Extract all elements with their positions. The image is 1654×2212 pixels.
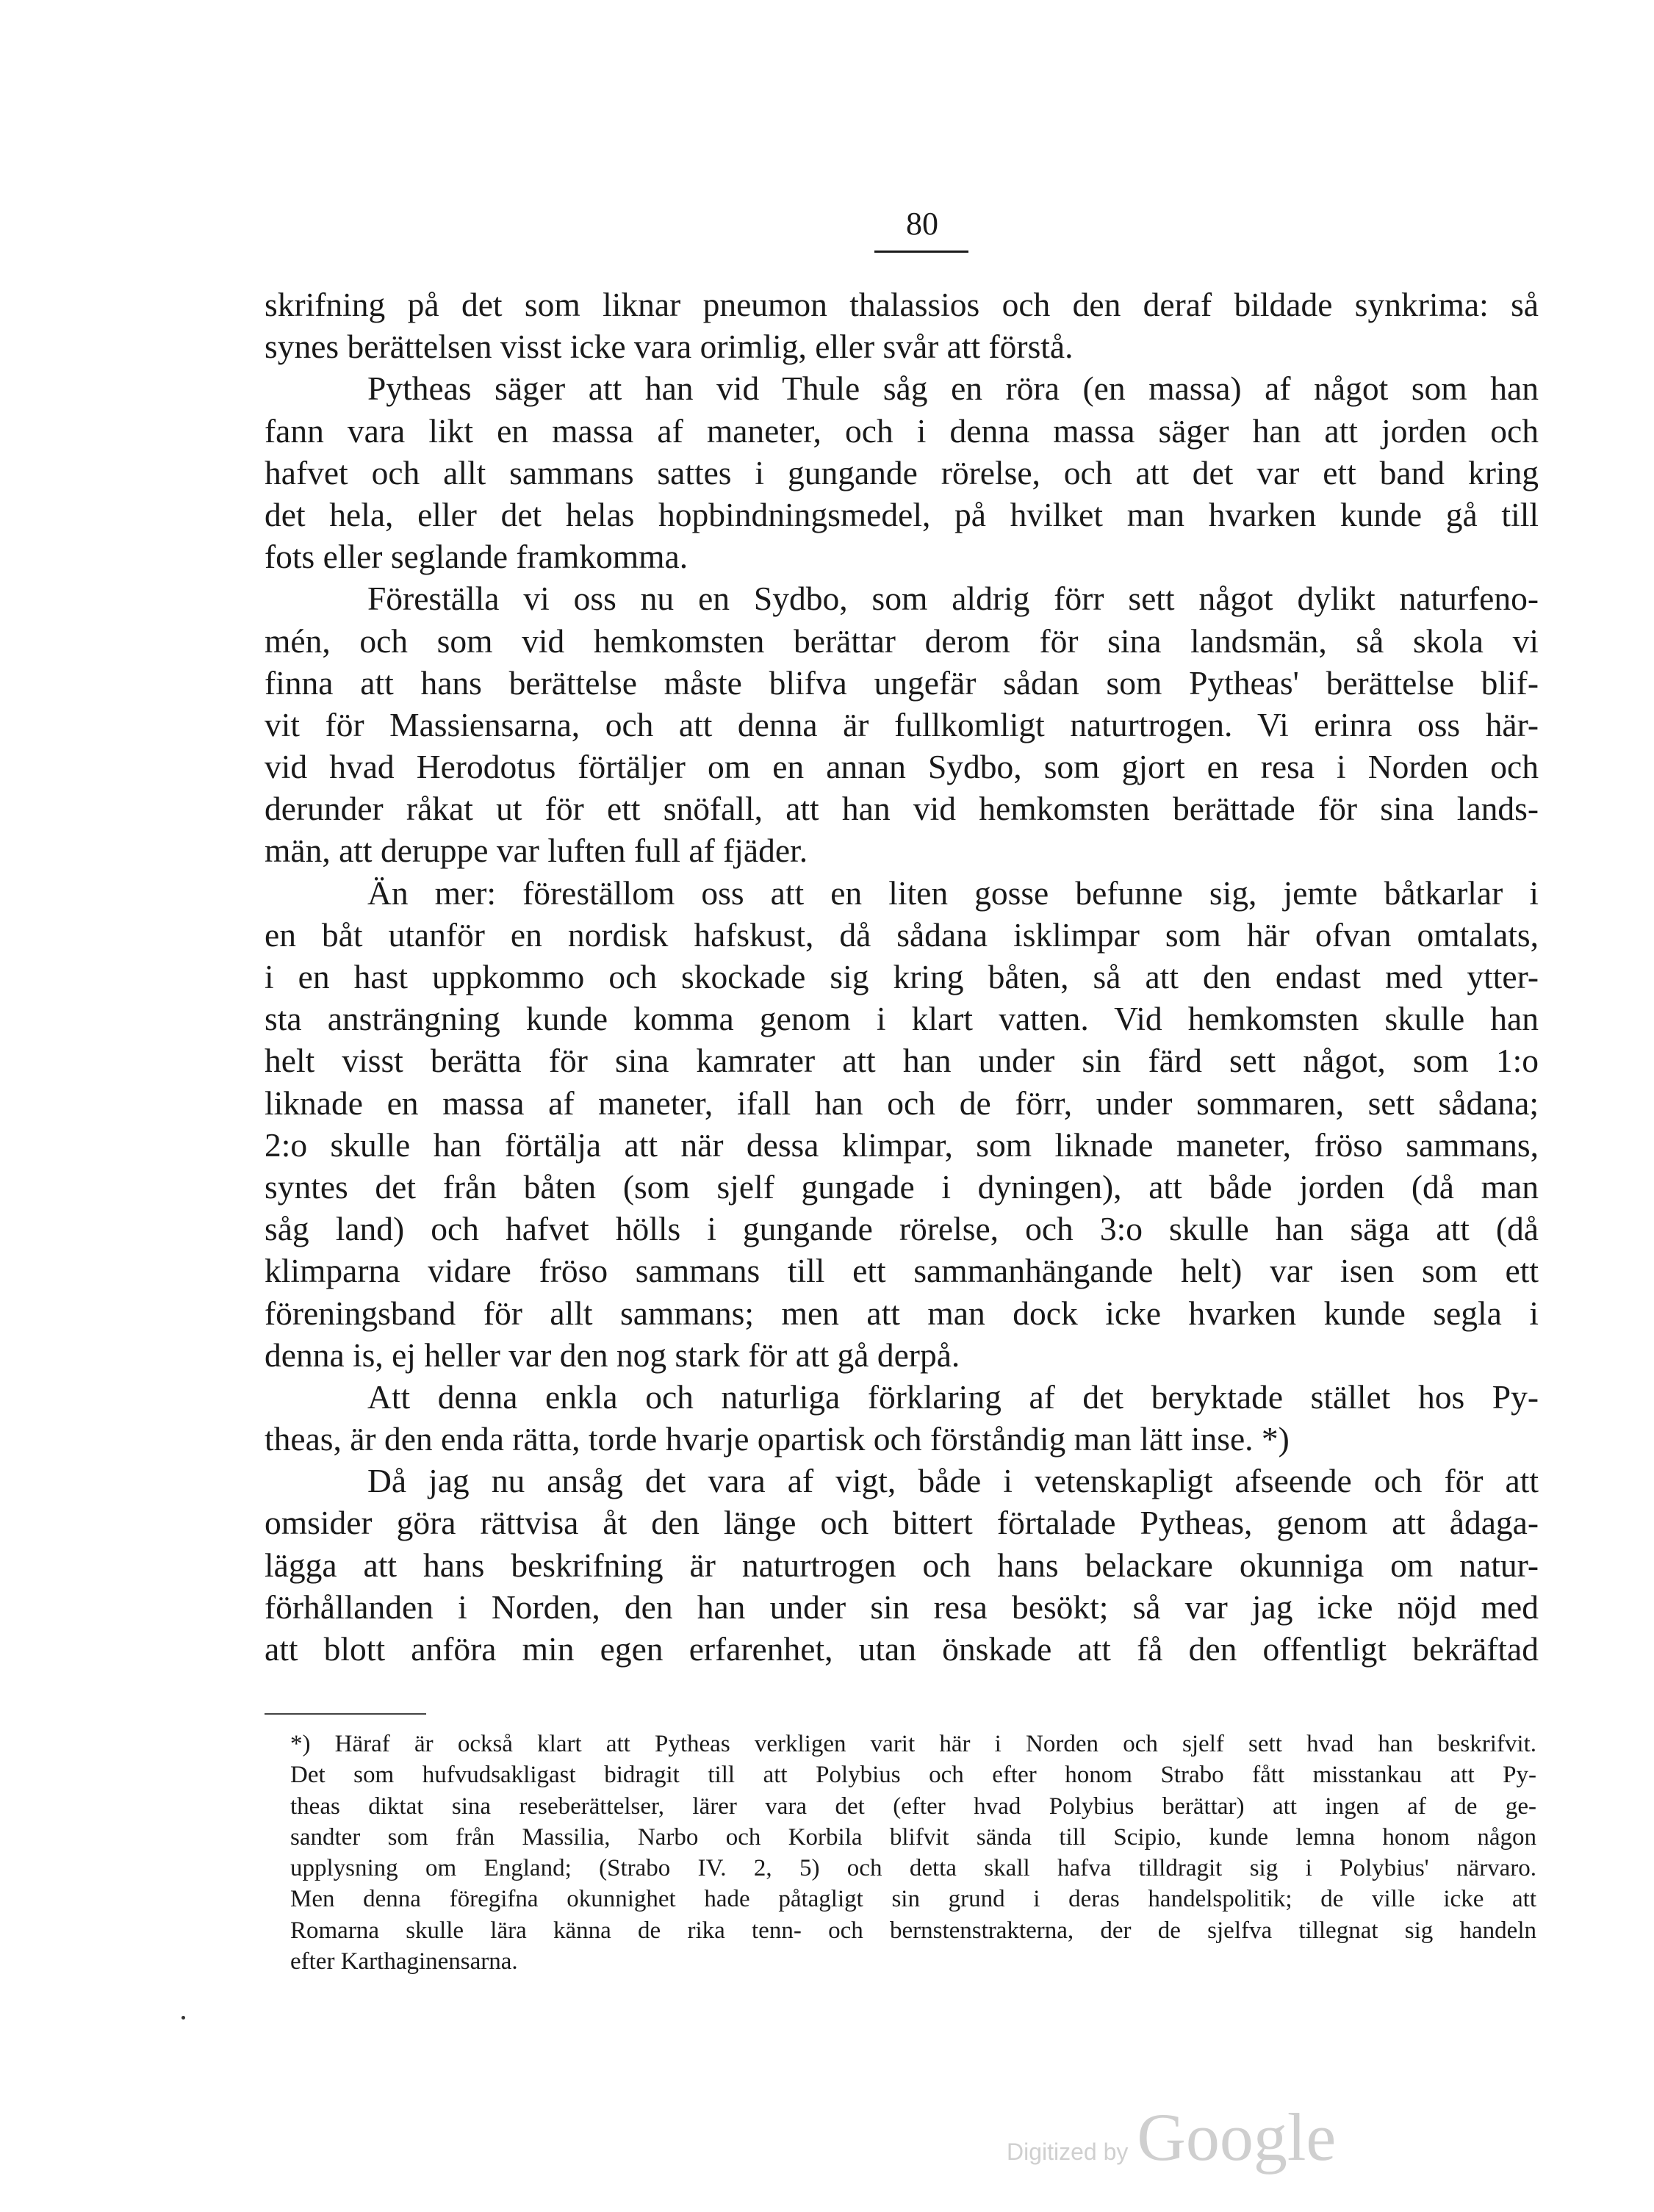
footnote-line: efter Karthaginensarna. — [290, 1948, 518, 1975]
text-line: i en hast uppkommo och skockade sig kring båten, så att den endast med ytter- — [265, 958, 1539, 995]
digitized-watermark — [1007, 2098, 1336, 2176]
page-number-rule — [874, 251, 968, 253]
text-line: såg land) och hafvet hölls i gungande rörelse, och 3:o skulle han säga att (då — [265, 1210, 1539, 1248]
body-text — [265, 284, 1539, 1670]
page-number: 80 — [906, 206, 938, 242]
footnote-line: theas diktat sina reseberättelser, lärer vara det (efter hvad Polybius berättar) att ingen af de ge- — [290, 1793, 1536, 1820]
text-line: förhållanden i Norden, den han under sin resa besökt; så var jag icke nöjd med — [265, 1588, 1539, 1626]
watermark-prefix: Digitized by — [1007, 2139, 1129, 2165]
text-line: Än mer: föreställom oss att en liten gosse befunne sig, jemte båtkarlar i — [367, 873, 1539, 912]
text-line: föreningsband för allt sammans; men att man dock icke hvarken kunde segla i — [265, 1294, 1539, 1332]
text-line: sta ansträngning kunde komma genom i klart vatten. Vid hemkomsten skulle han — [265, 1000, 1539, 1038]
footnote-line: Det som hufvudsakligast bidragit till att Polybius och efter honom Strabo fått misstankau att Py- — [290, 1762, 1536, 1789]
text-line: en båt utanför en nordisk hafskust, då sådana isklimpar som här ofvan omtalats, — [265, 915, 1539, 954]
text-line: fann vara likt en massa af maneter, och i denna massa säger han att jorden och — [265, 411, 1539, 450]
text-line: denna is, ej heller var den nog stark för att gå derpå. — [265, 1336, 960, 1374]
footnote-line: Men denna föregifna okunnighet hade påtagligt sin grund i deras handelspolitik; de ville icke att — [290, 1886, 1536, 1913]
footnote-line: Romarna skulle lära känna de rika tenn- och bernstenstrakterna, der de sjelfva tillegnat sig handeln — [290, 1917, 1536, 1944]
footnote-line: *) Häraf är också klart att Pytheas verkligen varit här i Norden och sjelf sett hvad han beskrifvit. — [290, 1731, 1536, 1757]
footnote-line: upplysning om England; (Strabo IV. 2, 5) och detta skall hafva tilldragit sig i Polybius' närvaro. — [290, 1855, 1536, 1882]
footnote — [290, 1729, 1536, 1977]
text-line: Att denna enkla och naturliga förklaring af det beryktade stället hos Py- — [367, 1377, 1539, 1416]
text-line: mén, och som vid hemkomsten berättar derom för sina landsmän, så skola vi — [265, 622, 1539, 660]
text-line: skrifning på det som liknar pneumon thalassios och den deraf bildade synkrima: så — [265, 286, 1539, 323]
text-line: helt visst berätta för sina kamrater att han under sin färd sett något, som 1:o — [265, 1042, 1539, 1080]
google-logo: Google — [1137, 2100, 1337, 2175]
text-line: liknade en massa af maneter, ifall han och de förr, under sommaren, sett sådana; — [265, 1084, 1539, 1122]
text-line: omsider göra rättvisa åt den länge och bittert förtalade Pytheas, genom att ådaga- — [265, 1504, 1539, 1542]
text-line: klimparna vidare fröso sammans till ett sammanhängande helt) var isen som ett — [265, 1252, 1539, 1290]
text-line: 2:o skulle han förtälja att när dessa klimpar, som liknade maneter, fröso sammans, — [265, 1125, 1539, 1164]
stray-mark — [181, 2016, 185, 2020]
footnote-rule — [265, 1713, 426, 1715]
text-line: fots eller seglande framkomma. — [265, 538, 688, 576]
text-line: Föreställa vi oss nu en Sydbo, som aldrig förr sett något dylikt naturfeno- — [367, 580, 1539, 618]
text-line: finna att hans berättelse måste blifva ungefär sådan som Pytheas' berättelse blif- — [265, 663, 1539, 702]
text-line: män, att deruppe var luften full af fjäder. — [265, 832, 808, 870]
text-line: synes berättelsen visst icke vara orimlig, eller svår att förstå. — [265, 328, 1074, 366]
text-line: Pytheas säger att han vid Thule såg en röra (en massa) af något som han — [367, 370, 1539, 408]
text-line: derunder råkat ut för ett snöfall, att han vid hemkomsten berättade för sina lands- — [265, 790, 1539, 828]
text-line: Då jag nu ansåg det vara af vigt, både i vetenskapligt afseende och för att — [367, 1462, 1539, 1500]
text-line: vit för Massiensarna, och att denna är fullkomligt naturtrogen. Vi erinra oss här- — [265, 705, 1539, 743]
text-line: vid hvad Herodotus förtäljer om en annan Sydbo, som gjort en resa i Norden och — [265, 748, 1539, 786]
text-line: att blott anföra min egen erfarenhet, utan önskade att få den offentligt bekräftad — [265, 1630, 1539, 1668]
text-line: theas, är den enda rätta, torde hvarje opartisk och förståndig man lätt inse. *) — [265, 1420, 1290, 1458]
text-line: syntes det från båten (som sjelf gungade i dyningen), att både jorden (då man — [265, 1167, 1539, 1206]
text-line: hafvet och allt sammans sattes i gungande rörelse, och att det var ett band kring — [265, 453, 1539, 491]
footnote-line: sandter som från Massilia, Narbo och Korbila blifvit sända till Scipio, kunde lemna honom någon — [290, 1823, 1536, 1851]
text-line: det hela, eller det helas hopbindningsmedel, på hvilket man hvarken kunde gå till — [265, 495, 1539, 533]
text-line: lägga att hans beskrifning är naturtrogen och hans belackare okunniga om natur- — [265, 1546, 1539, 1584]
